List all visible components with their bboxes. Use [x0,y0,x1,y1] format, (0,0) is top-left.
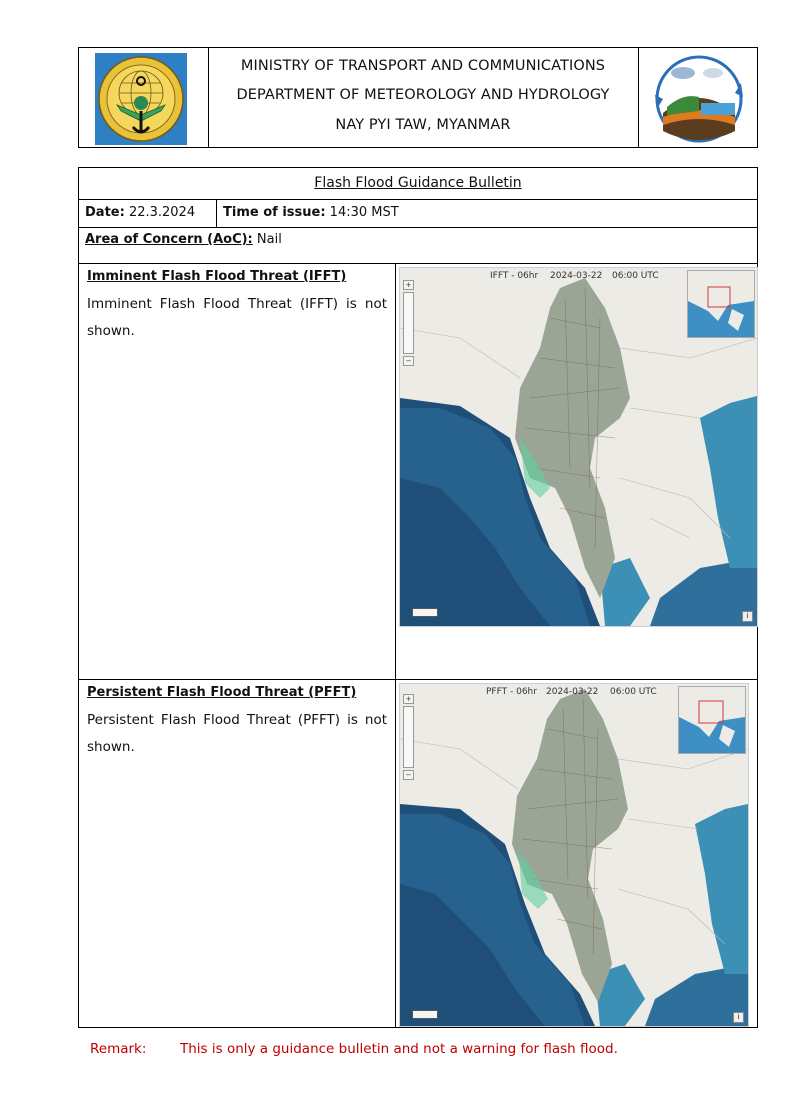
pfft-map-product: PFFT - 06hr [486,687,537,697]
date-row [79,199,757,228]
pfft-text-cell [79,679,396,1027]
aoc-value: Nail [256,232,282,247]
time-cell [217,199,757,227]
ministry-seal-icon [95,53,187,145]
pfft-map[interactable] [399,683,749,1027]
pfft-map-date: 2024-03-22 [546,687,599,697]
location-name: NAY PYI TAW, MYANMAR [335,117,511,133]
ifft-heading: Imminent Flash Flood Threat (IFFT) [87,269,347,284]
pfft-map-time: 06:00 UTC [610,687,657,697]
pfft-info-icon[interactable]: i [733,1012,744,1023]
ifft-zoom-in-button[interactable]: + [403,280,414,290]
left-logo-cell [79,48,209,147]
pfft-section [79,679,757,1027]
ifft-zoom-slider[interactable] [403,292,414,354]
date-value: 22.3.2024 [128,205,196,220]
aoc-row [79,227,757,264]
ifft-zoom-out-button[interactable]: − [403,356,414,366]
date-cell [79,199,217,227]
ifft-map[interactable] [399,267,758,627]
department-name: DEPARTMENT OF METEOROLOGY AND HYDROLOGY [236,87,610,103]
ifft-section [79,263,757,680]
remark-label: Remark: [90,1041,147,1057]
ifft-map-date: 2024-03-22 [550,271,603,281]
ifft-map-time: 06:00 UTC [612,271,659,281]
ministry-name: MINISTRY OF TRANSPORT AND COMMUNICATIONS [240,58,606,74]
pfft-description: Persistent Flash Flood Threat (PFFT) is not shown. [87,712,387,755]
bulletin-title-row [79,168,757,200]
right-logo-cell [639,48,757,147]
pfft-zoom-slider[interactable] [403,706,414,768]
aoc-label: Area of Concern (AoC): [85,232,253,247]
hydrological-cycle-icon [653,53,745,145]
bulletin-table [78,167,758,1028]
pfft-heading: Persistent Flash Flood Threat (PFFT) [87,685,357,700]
ifft-map-product: IFFT - 06hr [490,271,539,281]
letterhead [78,47,758,148]
ifft-scale-bar [412,608,438,617]
ifft-description: Imminent Flash Flood Threat (IFFT) is not shown. [87,296,387,339]
ifft-locator-inset[interactable] [687,270,755,338]
time-value: 14:30 MST [329,205,399,220]
pfft-scale-bar [412,1010,438,1019]
pfft-zoom-out-button[interactable]: − [403,770,414,780]
ifft-info-icon[interactable]: i [742,611,753,622]
pfft-locator-inset[interactable] [678,686,746,754]
pfft-zoom-in-button[interactable]: + [403,694,414,704]
ifft-text-cell [79,263,396,679]
time-label: Time of issue: [223,205,326,220]
date-label: Date: [85,205,125,220]
bulletin-title: Flash Flood Guidance Bulletin [314,175,522,191]
ministry-title-cell [208,48,639,147]
remark-text: This is only a guidance bulletin and not a warning for flash flood. [180,1041,618,1057]
